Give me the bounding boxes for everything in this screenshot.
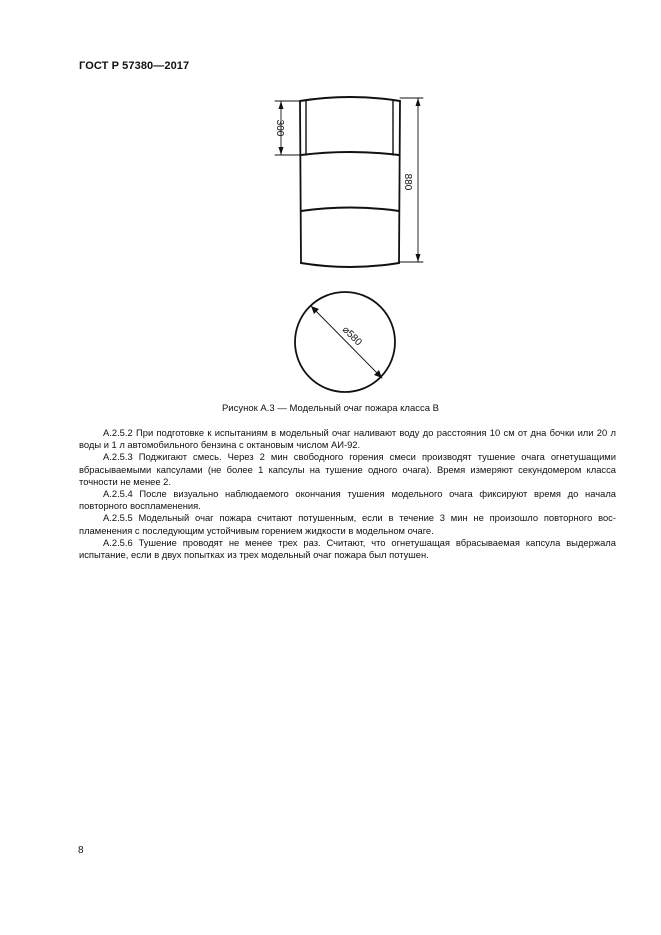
arrow-right-bottom <box>416 254 421 262</box>
page-number: 8 <box>78 845 84 856</box>
paragraph: А.2.5.2 При подготовке к испытаниям в модельный очаг наливают воду до расстояния 10 см от дна бочки или 20 л воды и 1 л автомобильного бензина с октановым числом АИ-92. <box>79 427 616 451</box>
barrel-top-edge <box>300 97 400 101</box>
dim-total-height-label: 880 <box>402 173 413 191</box>
arrow-right-top <box>416 98 421 106</box>
figure-caption: Рисунок А.3 — Модельный очаг пожара класса В <box>221 403 440 414</box>
paragraph: А.2.5.6 Тушение проводят не менее трех раз. Считают, что огнетушащая вбрасываемая капсула выдержала испытание, если в двух попытках из трех модельный очаг пожара был потушен. <box>79 536 616 561</box>
arrow-left-top <box>279 101 284 109</box>
dim-diameter-label: ⌀580 <box>339 324 364 349</box>
document-header: ГОСТ Р 57380—2017 <box>79 60 190 72</box>
barrel-figure <box>0 0 661 400</box>
barrel-left-wall <box>300 101 301 263</box>
paragraph: А.2.5.5 Модельный очаг пожара считают потушенным, если в течение 3 мин не произошло повторного воспламенения с последующим устойчивым горением жидкости в модельном очаге. <box>79 512 616 536</box>
barrel-right-wall <box>399 101 400 263</box>
paragraph: А.2.5.4 После визуально наблюдаемого окончания тушения модельного очага фиксируют время до начала повторного воспламенения. <box>79 488 616 512</box>
barrel-hoop-lower <box>301 208 399 212</box>
body-text <box>79 427 616 561</box>
dim-diameter-line <box>311 306 382 378</box>
dim-top-height-label: 300 <box>274 119 285 137</box>
arrow-left-bottom <box>279 147 284 155</box>
barrel-bottom-edge <box>301 263 399 267</box>
barrel-hoop-upper <box>301 152 399 155</box>
paragraph: А.2.5.3 Поджигают смесь. Через 2 мин свободного горения смеси производят тушение очага огнетушащими вбрасываемыми капсулами (не более 1 капсулы на тушение одного очага). Время измеряют секундомером класса точности не менее 2. <box>79 451 616 487</box>
